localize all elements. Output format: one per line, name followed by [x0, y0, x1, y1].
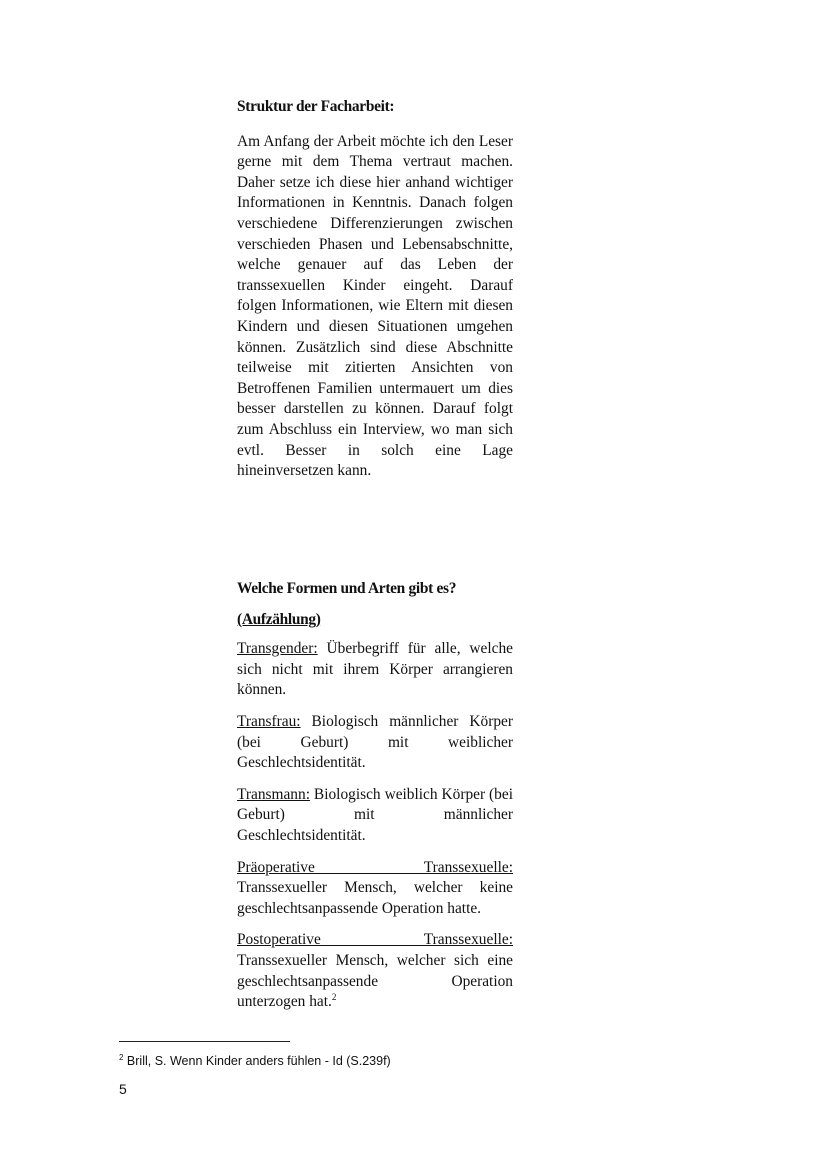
definition-text: Biologisch männlicher Körper (bei Geburt) mit weiblicher Geschlechtsidentität.: [237, 712, 513, 772]
footnote-number: 2: [119, 1052, 124, 1062]
definition-term: Transfrau:: [237, 712, 301, 730]
definition-text: Überbegriff für alle, welche sich nicht mit ihrem Körper arrangieren können.: [237, 640, 513, 699]
definition-term: Postoperative Transsexuelle:: [237, 931, 513, 949]
forms-section: [237, 579, 513, 1013]
footnote: [119, 1054, 391, 1068]
definition-transgender: [237, 639, 513, 701]
forms-heading: Welche Formen und Arten gibt es?: [237, 580, 457, 597]
footnote-divider: [119, 1041, 290, 1042]
footnote-text: Brill, S. Wenn Kinder anders fühlen - Id (S.239f): [123, 1054, 391, 1068]
structure-paragraph: Am Anfang der Arbeit möchte ich den Leser gerne mit dem Thema vertraut machen. Daher setze ich diese hier anhand wichtiger Informationen in Kenntnis. Danach folgen verschiedene Differenzierungen zwischen verschieden Phasen und Lebensabschnitte, welche genauer auf das Leben der transsexuellen Kinder eingeht. Darauf folgen Informationen, wie Eltern mit diesen Kindern und diesen Situationen umgehen können. Zusätzlich sind diese Abschnitte teilweise mit zitierten Ansichten von Betroffenen Familien untermauert um dies besser darstellen zu können. Darauf folgt zum Abschluss ein Interview, wo man sich evtl. Besser in solch eine Lage hineinversetzen kann.: [237, 132, 513, 480]
definition-praeoperative: [237, 858, 513, 920]
definition-postoperative: [237, 930, 513, 1012]
definition-text: Biologisch weiblich Körper (bei Geburt) mit männlicher Geschlechtsidentität.: [237, 785, 513, 844]
footnote-reference[interactable]: 2: [331, 991, 337, 1002]
definition-term: Transgender:: [237, 640, 318, 658]
structure-section: [237, 97, 513, 482]
structure-heading: Struktur der Facharbeit:: [237, 98, 395, 115]
definition-transmann: [237, 785, 513, 847]
definition-text: Transsexueller Mensch, welcher sich eine geschlechtsanpassende Operation unterzogen hat.: [237, 951, 513, 1011]
definition-term: Präoperative Transsexuelle:: [237, 858, 513, 876]
definition-transfrau: [237, 712, 513, 774]
definition-text: Transsexueller Mensch, welcher keine geschlechtsanpassende Operation hatte.: [237, 879, 513, 917]
forms-subheading: (Aufzählung): [237, 610, 321, 628]
page-number: 5: [119, 1081, 127, 1097]
definition-term: Transmann:: [237, 785, 310, 803]
